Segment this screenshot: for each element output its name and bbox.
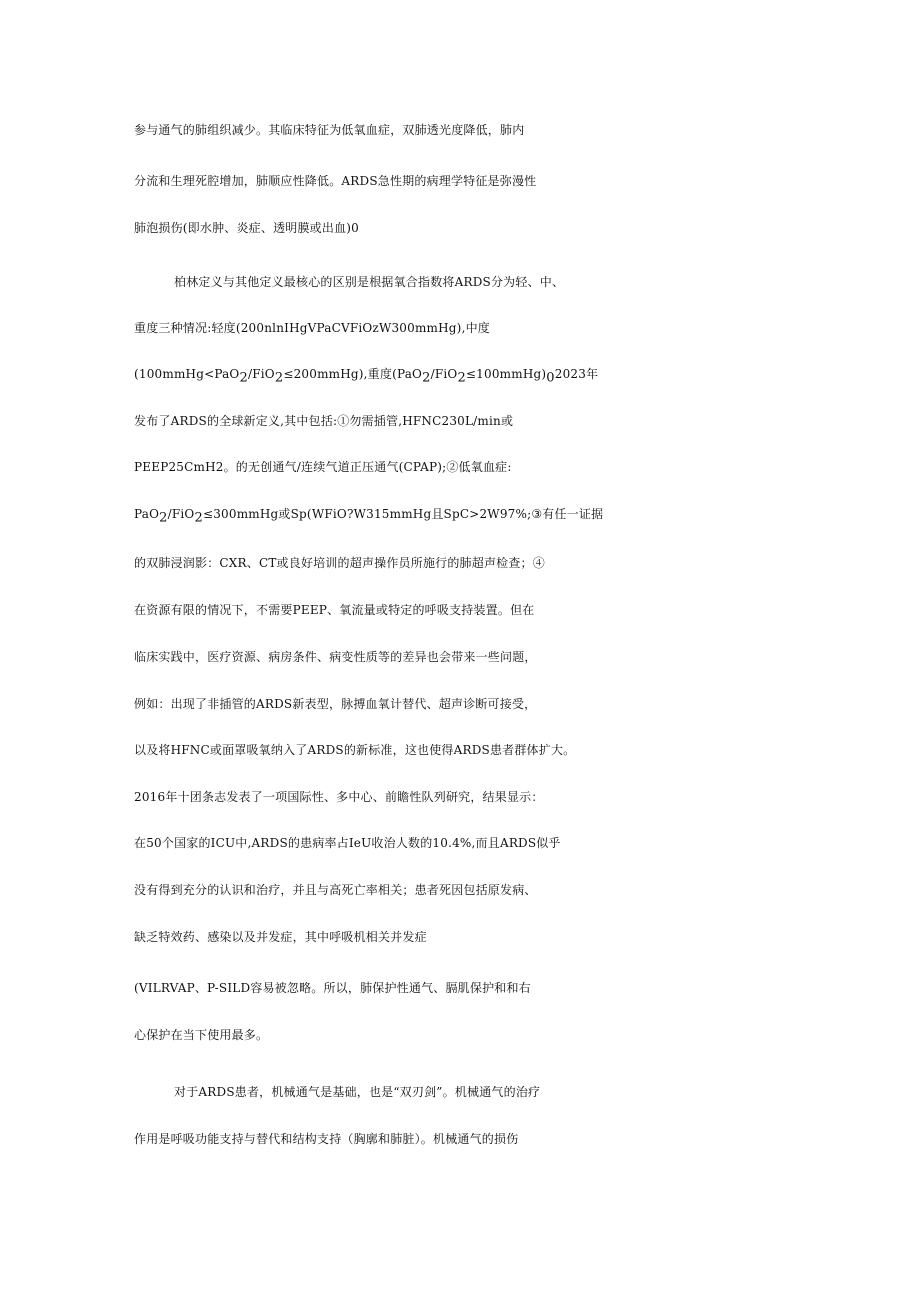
text-line bbox=[0, 917, 920, 957]
text-line bbox=[0, 354, 920, 394]
text-segment: 例如：出现了非插管的ARDS新表型，脉搏血氧计替代、超声诊断可接受， bbox=[134, 697, 537, 711]
text-segment: (VILRVAP、P-SILD容易被忽略。所以，肺保护性通气、膈肌保护和和右 bbox=[134, 981, 531, 995]
text-line bbox=[0, 777, 920, 817]
text-segment: /FiO bbox=[247, 367, 275, 381]
text-segment: 作用是呼吸功能支持与替代和结构支持（胸廓和肺脏）。机械通气的损伤 bbox=[134, 1132, 519, 1146]
subscript-text: 0 bbox=[546, 370, 555, 386]
text-segment: /FiO bbox=[167, 507, 195, 521]
text-segment: 2016年十团条志发表了一项国际性、多中心、前瞻性队列研究，结果显示： bbox=[134, 790, 544, 804]
text-line bbox=[0, 870, 920, 910]
text-line bbox=[0, 110, 920, 150]
text-segment: 临床实践中，医疗资源、病房条件、病变性质等的差异也会带来一些问题， bbox=[134, 650, 537, 664]
text-segment: 发布了ARDS的全球新定义,其中包括:①勿需插管,HFNC230L/min或 bbox=[134, 414, 514, 428]
text-segment: 没有得到充分的认识和治疗，并且与高死亡率相关；患者死因包括原发病、 bbox=[134, 883, 537, 897]
text-line bbox=[0, 494, 920, 534]
text-line bbox=[0, 637, 920, 677]
text-segment: 缺乏特效药、感染以及并发症，其中呼吸机相关并发症 bbox=[134, 930, 427, 944]
text-line bbox=[0, 447, 920, 487]
text-line bbox=[0, 1119, 920, 1159]
text-segment: 对于ARDS患者，机械通气是基础，也是“双刃剑”。机械通气的治疗 bbox=[174, 1085, 541, 1099]
text-segment: ≤100mmHg) bbox=[465, 367, 547, 381]
text-segment: (100mmHg<PaO bbox=[134, 367, 240, 381]
text-segment: 在50个国家的ICU中,ARDS的患病率占IeU收治人数的10.4%,而且ARDS似乎 bbox=[134, 836, 561, 850]
text-segment: ≤300mmHg或Sp(WFiO?W315mmHg且SpC>2W97%;③有任一证据 bbox=[202, 507, 604, 521]
text-line bbox=[0, 262, 920, 302]
text-line bbox=[0, 823, 920, 863]
text-segment: PEEP25CmH2。的无创通气/连续气道正压通气(CPAP);②低氧血症: bbox=[134, 460, 512, 474]
text-segment: 参与通气的肺组织减少。其临床特征为低氧血症，双肺透光度降低，肺内 bbox=[134, 123, 525, 137]
text-line bbox=[0, 308, 920, 348]
text-line bbox=[0, 684, 920, 724]
text-segment: 以及将HFNC或面罩吸氧纳入了ARDS的新标准，这也使得ARDS患者群体扩大。 bbox=[134, 743, 576, 757]
subscript-text: 2 bbox=[457, 370, 466, 386]
text-segment: 2023年 bbox=[554, 367, 599, 381]
text-line bbox=[0, 590, 920, 630]
text-segment: 分流和生理死腔增加，肺顺应性降低。ARDS急性期的病理学特征是弥漫性 bbox=[134, 174, 537, 188]
text-segment: 的双肺浸润影：CXR、CT或良好培训的超声操作员所施行的肺超声检查；④ bbox=[134, 556, 545, 570]
subscript-text: 2 bbox=[239, 370, 248, 386]
text-line bbox=[0, 208, 920, 248]
text-segment: 心保护在当下使用最多。 bbox=[134, 1028, 269, 1042]
text-line bbox=[0, 543, 920, 583]
text-line bbox=[0, 1015, 920, 1055]
text-segment: 肺泡损伤(即水肿、炎症、透明膜或出血)0 bbox=[134, 221, 359, 235]
subscript-text: 2 bbox=[194, 510, 203, 526]
text-line bbox=[0, 161, 920, 201]
text-segment: 在资源有限的情况下，不需要PEEP、氧流量或特定的呼吸支持装置。但在 bbox=[134, 603, 535, 617]
text-line bbox=[0, 1072, 920, 1112]
text-segment: ≤200mmHg),重度(PaO bbox=[283, 367, 423, 381]
text-segment: PaO bbox=[134, 507, 160, 521]
subscript-text: 2 bbox=[159, 510, 168, 526]
subscript-text: 2 bbox=[274, 370, 284, 386]
text-segment: 柏林定义与其他定义最核心的区别是根据氧合指数将ARDS分为轻、中、 bbox=[174, 275, 565, 289]
text-segment: /FiO bbox=[430, 367, 458, 381]
text-line bbox=[0, 968, 920, 1008]
text-line bbox=[0, 730, 920, 770]
text-segment: 重度三种情况:轻度(200nlnIHgVPaCVFiOzW300mmHg),中度 bbox=[134, 321, 490, 335]
text-line bbox=[0, 401, 920, 441]
subscript-text: 2 bbox=[422, 370, 431, 386]
